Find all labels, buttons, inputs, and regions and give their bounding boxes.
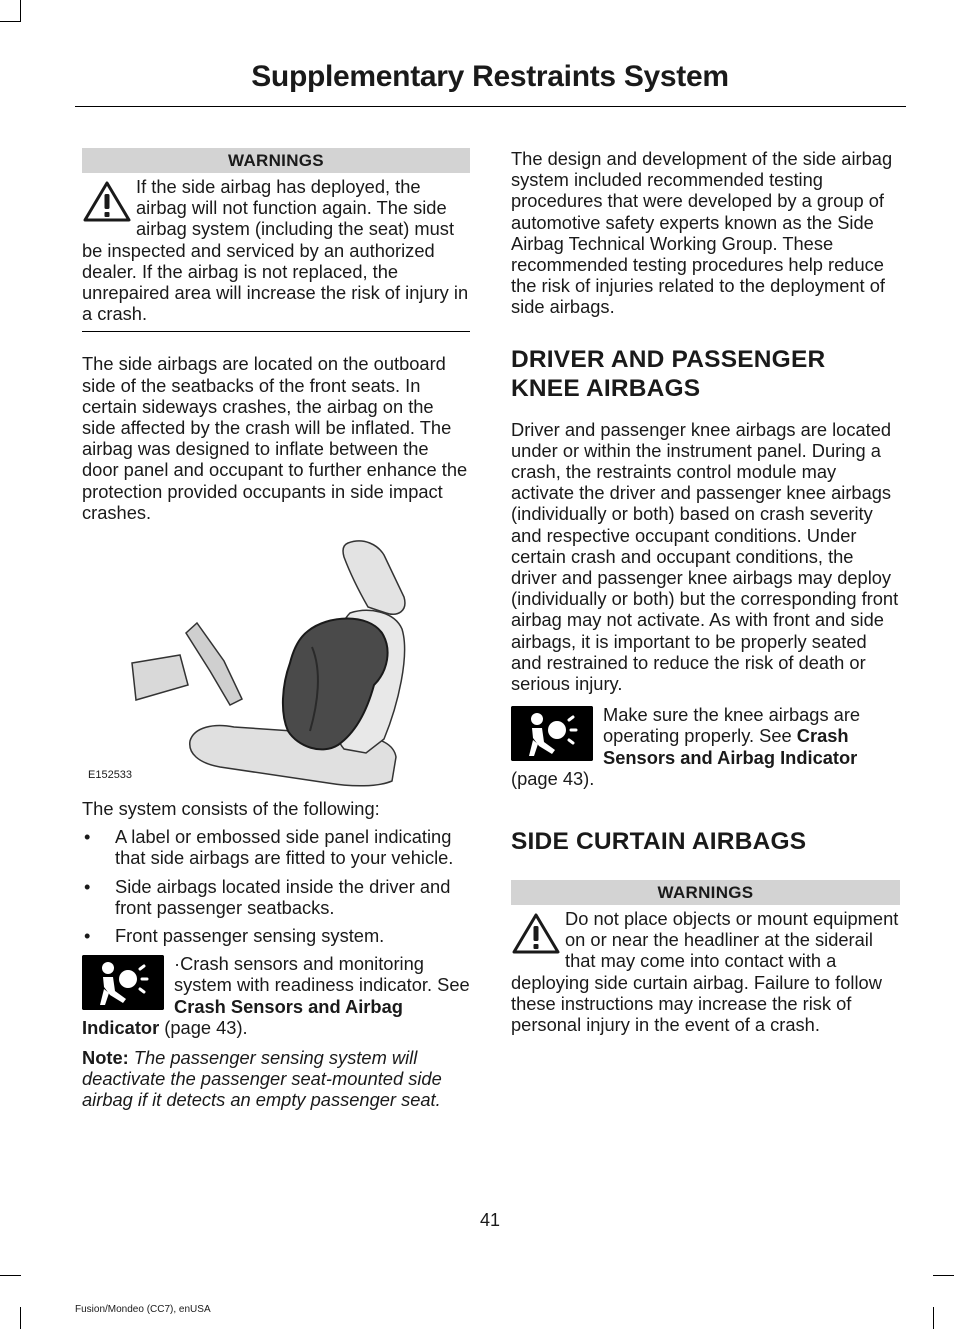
bullet-dot: •: [84, 826, 91, 848]
airbag-warning-icon: [82, 955, 164, 1010]
components-list: [82, 826, 470, 946]
warning-box: [511, 905, 900, 1035]
crop-mark: [20, 0, 21, 22]
page-title: Supplementary Restraints System: [251, 60, 729, 93]
knee-symbol-note: [511, 704, 900, 789]
figure-code: E152533: [88, 769, 133, 782]
side-curtain-heading: SIDE CURTAIN AIRBAGS: [511, 828, 807, 856]
crop-mark: [933, 1275, 954, 1276]
warnings-heading: WARNINGS: [511, 880, 900, 905]
warning-rule: [82, 331, 470, 332]
symbol-note-text: ·Crash sensors and monitoring system with readiness indicator. See Crash Sensors and Airbag Indicator (page 43).: [82, 953, 470, 1038]
design-paragraph: The design and development of the side airbag system included recommended testing procedures that were developed by a group of automotive safety experts known as the Side Airbag Technical Working Group. These recommended testing procedures help reduce the risk of injuries related to the deployment of side airbags.: [511, 148, 893, 318]
bullet-dot: •: [84, 875, 91, 897]
note-text: The passenger sensing system will deactivate the passenger seat-mounted side airbag if it detects an empty passenger seat.: [82, 1047, 442, 1111]
list-item: • Front passenger sensing system.: [84, 925, 385, 947]
knee-airbags-heading: DRIVER AND PASSENGER KNEE AIRBAGS: [511, 345, 826, 402]
crop-mark: [933, 1307, 934, 1329]
side-airbag-paragraph: The side airbags are located on the outboard side of the seatbacks of the front seats. In certain sideways crashes, the airbag on the side affected by the crash will be inflated. The airbag was designed to inflate between the door panel and occupant to further enhance the protection provided occupants in side impact crashes.: [82, 353, 468, 523]
airbag-symbol-note: [82, 953, 470, 1038]
list-item: • A label or embossed side panel indicating that side airbags are fitted to your vehicle.: [84, 826, 454, 869]
warnings-heading: WARNINGS: [82, 148, 470, 173]
seat-airbag-illustration: [82, 535, 470, 787]
footer-doc-id: Fusion/Mondeo (CC7), enUSA: [75, 1304, 211, 1315]
knee-airbags-paragraph: Driver and passenger knee airbags are located under or within the instrument panel. During a crash, the restraints control module may activate the driver and passenger knee airbags (individually or both) based on crash severity and respective occupant conditions. Under certain crash and occupant conditions, the driver and passenger knee airbags may deploy (individually or both) but the corresponding front airbag may not activate. As with front and side airbags, it is important to be properly seated and restrained to reduce the risk of death or serious injury.: [511, 418, 899, 695]
page-number: 41: [479, 1210, 501, 1230]
note-label: Note:: [82, 1047, 129, 1069]
crash-sensors-link[interactable]: Crash Sensors and Airbag Indicator: [82, 995, 403, 1038]
crop-mark: [0, 1275, 21, 1276]
warning-triangle-icon: [82, 180, 132, 224]
warning-text: If the side airbag has deployed, the airbag will not function again. The side airbag system (including the seat) must be inspected and serviced by an authorized dealer. If the airbag is not replaced, the unrepaired area will increase the risk of injury in a crash.: [82, 176, 469, 325]
warning-triangle-icon: [511, 912, 561, 956]
list-intro: The system consists of the following:: [82, 798, 380, 820]
note-paragraph: [82, 1047, 470, 1111]
crop-mark: [20, 1307, 21, 1329]
title-rule: [75, 106, 906, 107]
knee-note-text: Make sure the knee airbags are operating properly. See Crash Sensors and Airbag Indicator (page 43).: [511, 704, 861, 789]
crash-sensors-link[interactable]: Crash Sensors and Airbag Indicator: [603, 725, 858, 768]
seat-illustration: [82, 535, 470, 787]
bullet-dot: •: [84, 925, 91, 947]
warning-text: Do not place objects or mount equipment on or near the headliner at the siderail that may come into contact with a deploying side curtain airbag. Failure to follow these instructions may increase the risk of personal injury in the event of a crash.: [511, 908, 899, 1036]
airbag-warning-icon: [511, 706, 593, 761]
crop-mark: [0, 21, 21, 22]
list-item: • Side airbags located inside the driver and front passenger seatbacks.: [84, 875, 451, 918]
right-column: [511, 148, 900, 1035]
left-column: [82, 148, 470, 1111]
warning-box: [82, 173, 470, 324]
